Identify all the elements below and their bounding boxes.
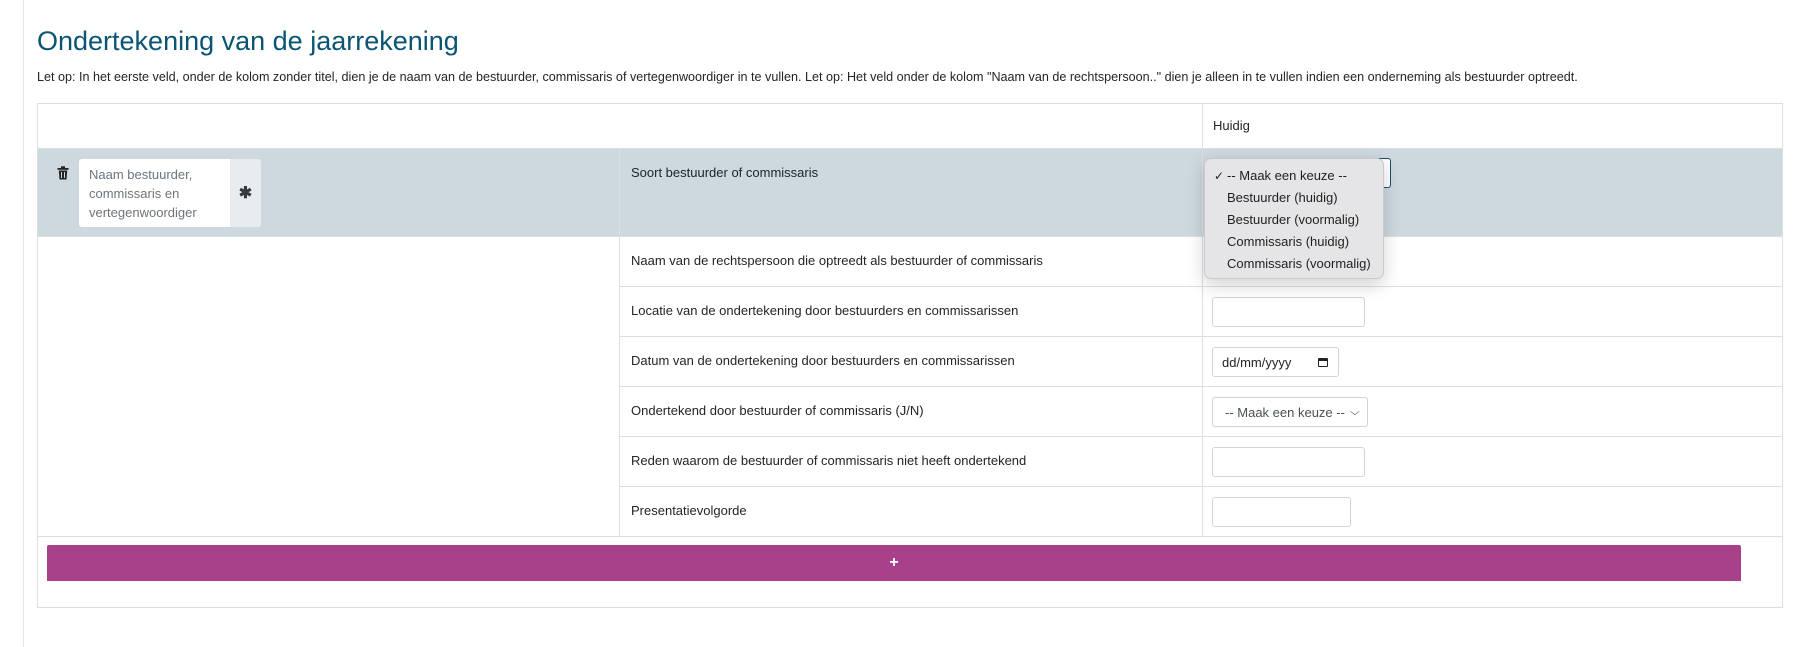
date-placeholder: dd/mm/yyyy [1222, 354, 1292, 370]
check-icon: ✓ [1214, 169, 1225, 183]
page-left-border [23, 0, 24, 647]
calendar-icon[interactable] [1318, 358, 1328, 367]
ondertekend-select-value: -- Maak een keuze -- [1225, 404, 1345, 420]
page-title: Ondertekening van de jaarrekening [37, 26, 459, 56]
row-label-reden: Reden waarom de bestuurder of commissaris niet heeft ondertekend [631, 453, 1027, 468]
chevron-down-icon: ⌵ [1350, 406, 1361, 418]
trash-icon[interactable] [57, 166, 69, 180]
soort-dropdown-menu [1204, 158, 1384, 279]
column-divider [1202, 104, 1203, 536]
column-header-huidig: Huidig [1213, 118, 1250, 133]
row-divider [38, 536, 1782, 537]
row-label-locatie: Locatie van de ondertekening door bestuurders en commissarissen [631, 303, 1019, 318]
row-label-ondertekend: Ondertekend door bestuurder of commissaris (J/N) [631, 403, 924, 418]
plus-icon: + [889, 554, 899, 571]
name-textarea[interactable]: Naam bestuurder, commissaris en vertegenwoordiger [79, 159, 230, 227]
required-asterisk-icon: ✱ [230, 159, 261, 227]
row-divider [38, 236, 1782, 237]
row-divider [38, 148, 1782, 149]
row-divider [620, 436, 1782, 437]
entry-row-highlight [38, 149, 1782, 236]
reden-input[interactable] [1212, 447, 1365, 477]
dropdown-option[interactable]: Commissaris (voormalig) [1227, 256, 1371, 271]
column-divider [619, 149, 620, 536]
instruction-note: Let op: In het eerste veld, onder de kolom zonder titel, dien je de naam van de bestuurder, commissaris of vertegenwoordiger in te vullen. Let op: Het veld onder de kolom "Naam van de rechtspersoon.." dien je alleen in te vullen indien een onderneming als bestuurder optreedt. [37, 70, 1578, 84]
row-label-soort: Soort bestuurder of commissaris [631, 165, 819, 180]
presentatievolgorde-input[interactable] [1212, 497, 1351, 527]
dropdown-option[interactable]: Bestuurder (voormalig) [1227, 212, 1360, 227]
row-label-presentatievolgorde: Presentatievolgorde [631, 503, 747, 518]
row-label-naam-rechtspersoon: Naam van de rechtspersoon die optreedt als bestuurder of commissaris [631, 253, 1043, 268]
row-divider [620, 386, 1782, 387]
ondertekend-select[interactable] [1212, 397, 1368, 427]
dropdown-option[interactable]: Bestuurder (huidig) [1227, 190, 1338, 205]
dropdown-option[interactable]: Commissaris (huidig) [1227, 234, 1350, 249]
row-divider [620, 286, 1782, 287]
locatie-input[interactable] [1212, 297, 1365, 327]
dropdown-option[interactable]: ✓ -- Maak een keuze -- [1205, 165, 1383, 187]
row-divider [620, 336, 1782, 337]
row-label-datum: Datum van de ondertekening door bestuurders en commissarissen [631, 353, 1015, 368]
row-divider [620, 486, 1782, 487]
add-row-button[interactable] [47, 545, 1741, 581]
datum-input[interactable] [1212, 347, 1339, 377]
